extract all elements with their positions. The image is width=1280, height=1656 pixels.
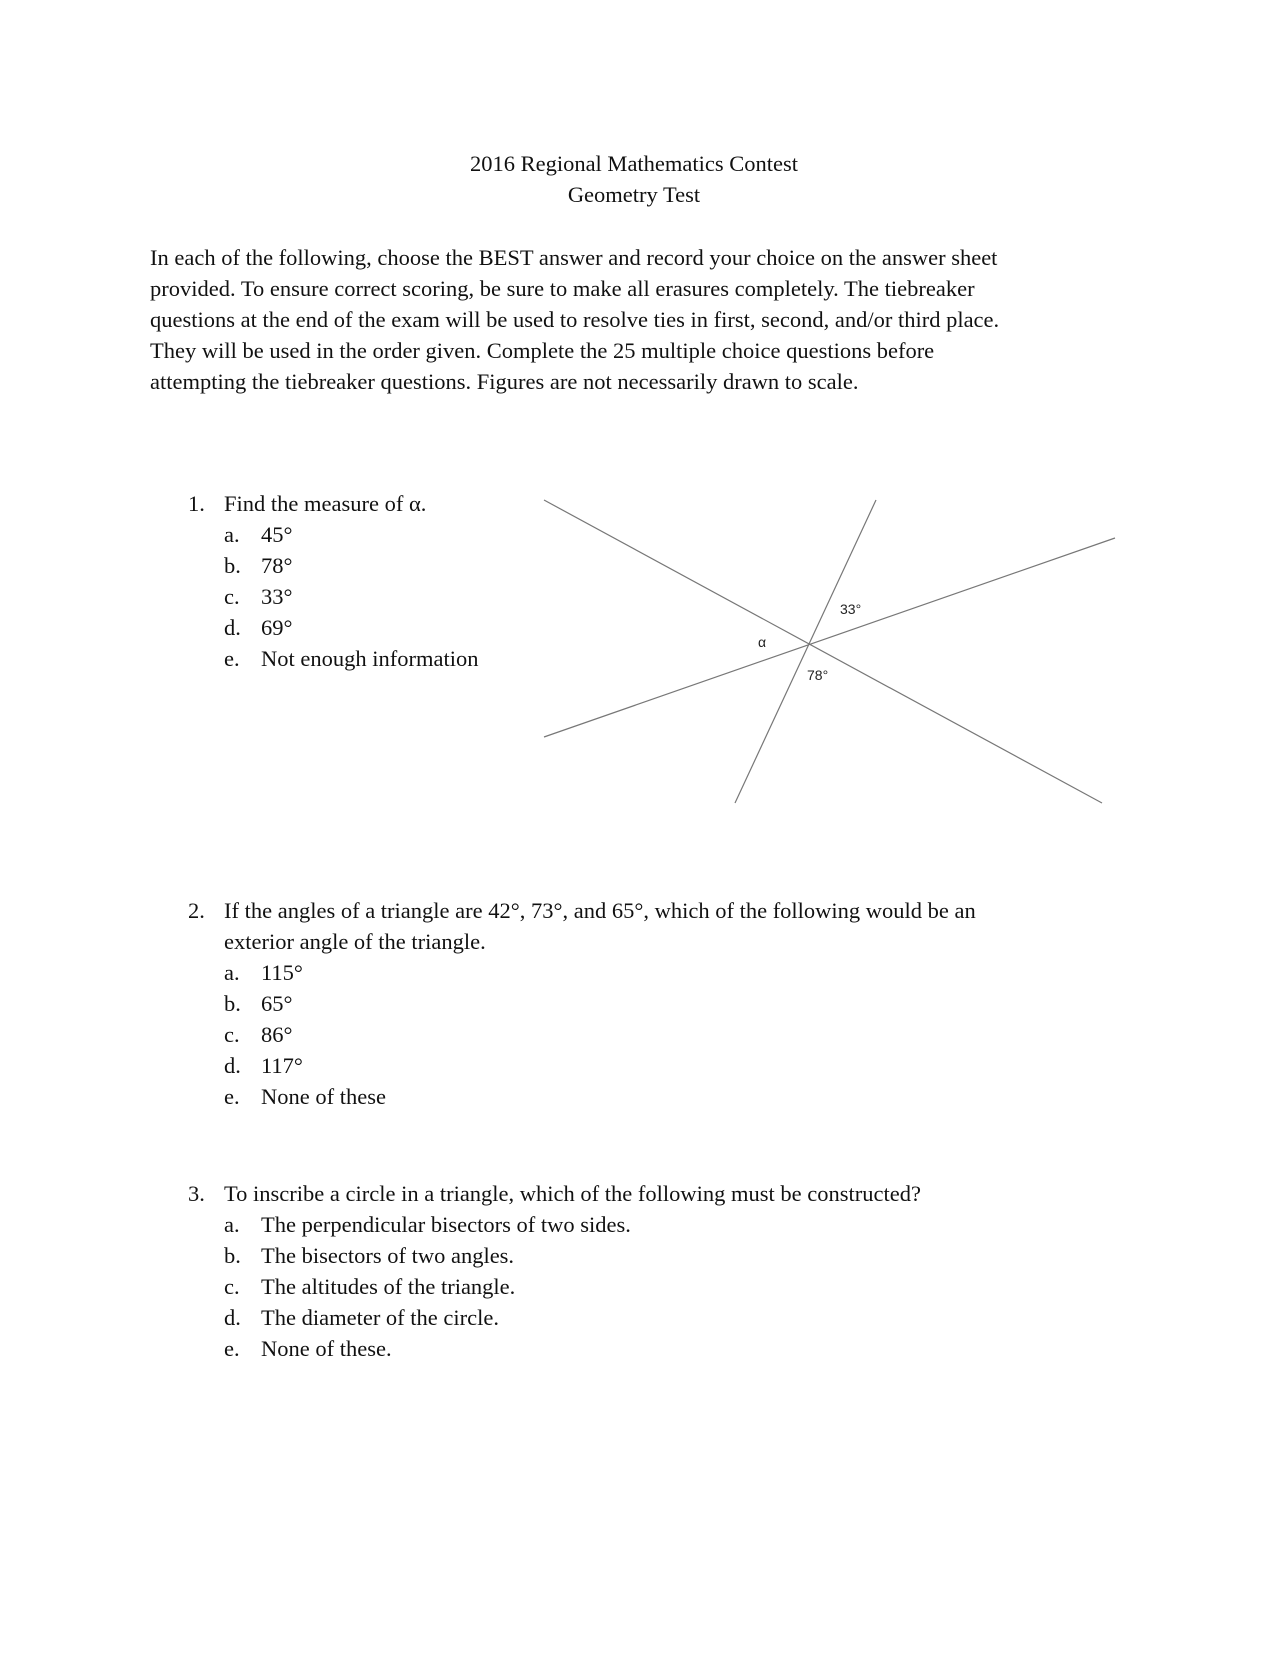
test-subtitle: Geometry Test: [567, 182, 701, 207]
option-text: The perpendicular bisectors of two sides.: [261, 1212, 631, 1237]
option-letter: d.: [224, 1305, 241, 1330]
option-text: None of these.: [261, 1336, 392, 1361]
option-c: [224, 1271, 921, 1302]
question-number: 3.: [188, 1181, 205, 1206]
question-2: [188, 895, 976, 1112]
option-letter: a.: [224, 960, 240, 985]
option-letter: b.: [224, 991, 241, 1016]
question-3: [188, 1178, 921, 1364]
question-text: exterior angle of the triangle.: [224, 929, 486, 954]
figure-line-2: [544, 538, 1115, 737]
option-text: 117°: [261, 1053, 303, 1078]
option-text: 115°: [261, 960, 303, 985]
option-letter: e.: [224, 646, 240, 671]
option-b: [224, 988, 976, 1019]
option-c: [224, 1019, 976, 1050]
figure-line-1: [544, 500, 1102, 803]
instructions-line: provided. To ensure correct scoring, be sure to make all erasures completely. The tiebreaker: [150, 276, 975, 301]
option-text: Not enough information: [261, 646, 479, 671]
option-e: [224, 1333, 921, 1364]
question-text: If the angles of a triangle are 42°, 73°, and 65°, which of the following would be an: [224, 898, 976, 923]
option-letter: a.: [224, 1212, 240, 1237]
contest-title: 2016 Regional Mathematics Contest: [469, 151, 799, 176]
option-text: 33°: [261, 584, 293, 609]
option-text: 45°: [261, 522, 293, 547]
instructions-line: questions at the end of the exam will be used to resolve ties in first, second, and/or third place.: [150, 307, 1000, 332]
instructions-line: In each of the following, choose the BEST answer and record your choice on the answer sheet: [150, 245, 998, 270]
option-letter: c.: [224, 1274, 240, 1299]
angle-label-33: 33°: [840, 601, 862, 617]
angle-label-78: 78°: [807, 667, 829, 683]
option-letter: d.: [224, 1053, 241, 1078]
option-text: None of these: [261, 1084, 386, 1109]
option-text: 78°: [261, 553, 293, 578]
option-text: The bisectors of two angles.: [261, 1243, 515, 1268]
option-letter: b.: [224, 553, 241, 578]
option-letter: e.: [224, 1084, 240, 1109]
instructions-line: attempting the tiebreaker questions. Figures are not necessarily drawn to scale.: [150, 369, 859, 394]
question-text: Find the measure of α.: [224, 491, 427, 516]
option-e: [224, 1081, 976, 1112]
option-text: 65°: [261, 991, 293, 1016]
option-letter: b.: [224, 1243, 241, 1268]
question-number: 2.: [188, 898, 205, 923]
angle-label-alpha: α: [758, 634, 767, 650]
option-d: [224, 1302, 921, 1333]
option-text: The altitudes of the triangle.: [261, 1274, 516, 1299]
option-letter: d.: [224, 615, 241, 640]
option-text: The diameter of the circle.: [261, 1305, 499, 1330]
option-letter: c.: [224, 584, 240, 609]
option-a: [224, 957, 976, 988]
instructions-line: They will be used in the order given. Complete the 25 multiple choice questions before: [150, 338, 935, 363]
question-text: To inscribe a circle in a triangle, which of the following must be constructed?: [224, 1181, 921, 1206]
option-letter: e.: [224, 1336, 240, 1361]
option-letter: c.: [224, 1022, 240, 1047]
figure-line-3: [735, 500, 876, 803]
option-text: 69°: [261, 615, 293, 640]
option-letter: a.: [224, 522, 240, 547]
question-number: 1.: [188, 491, 205, 516]
option-d: [224, 1050, 976, 1081]
option-a: [224, 1209, 921, 1240]
option-b: [224, 1240, 921, 1271]
option-text: 86°: [261, 1022, 293, 1047]
